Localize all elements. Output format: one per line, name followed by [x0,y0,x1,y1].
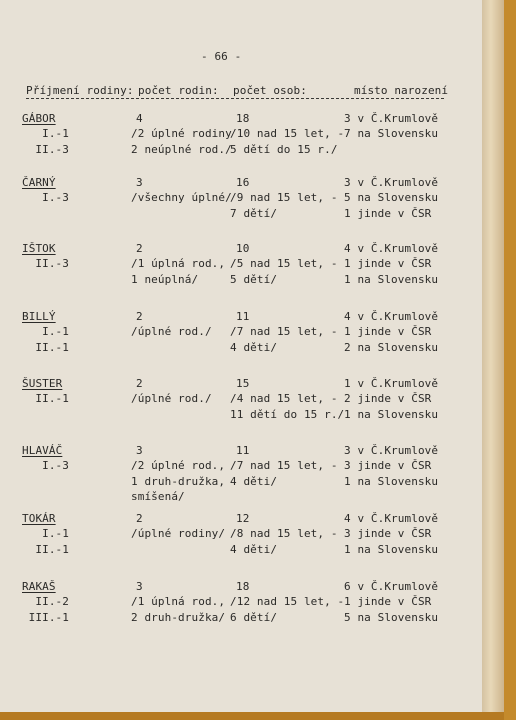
persons-count-line: 4 děti/ [230,475,278,488]
book-cover-edge [504,0,516,720]
birthplace-line: 2 jinde v ČSR [344,392,432,405]
families-count-line: /2 úplné rod., [131,459,226,472]
persons-count-line: /5 nad 15 let, - [230,257,338,270]
family-code: II.-1 [35,392,69,405]
birthplace-line: 1 v Č.Krumlově [344,377,439,390]
persons-count-line: 12 [236,512,250,525]
families-count-line: /1 úplná rod., [131,595,226,608]
persons-count-line: 11 [236,310,250,323]
persons-count-line: /10 nad 15 let, - [230,127,345,140]
birthplace-line: 1 na Slovensku [344,273,439,286]
persons-count-line: 15 [236,377,250,390]
birthplace-line: 7 na Slovensku [344,127,439,140]
header-families: počet rodin: [138,84,219,97]
birthplace-line: 6 v Č.Krumlově [344,580,439,593]
persons-count-line: 11 [236,444,250,457]
birthplace-line: 3 v Č.Krumlově [344,112,439,125]
persons-count-line: /7 nad 15 let, - [230,325,338,338]
birthplace-line: 3 jinde v ČSR [344,527,432,540]
persons-count-line: /8 nad 15 let, - [230,527,338,540]
persons-count-line: 16 [236,176,250,189]
book-spine [482,0,504,712]
family-surname: ŠUSTER [22,377,63,390]
persons-count-line: /7 nad 15 let, - [230,459,338,472]
families-count-line: 4 [136,112,143,125]
persons-count-line: 11 dětí do 15 r./ [230,408,345,421]
families-count-line: 2 neúplné rod./ [131,143,232,156]
birthplace-line: 5 na Slovensku [344,191,439,204]
families-count-line: 2 [136,512,143,525]
families-count-line: /úplné rod./ [131,325,212,338]
family-code: II.-3 [35,143,69,156]
families-count-line: 2 [136,377,143,390]
families-count-line: 1 neúplná/ [131,273,199,286]
family-surname: BILLÝ [22,310,56,323]
page-number: - 66 - [201,50,242,63]
families-count-line: /2 úplné rodiny [131,127,232,140]
family-code: II.-1 [35,543,69,556]
birthplace-line: 1 jinde v ČSR [344,325,432,338]
family-code: I.-3 [42,459,69,472]
birthplace-line: 1 na Slovensku [344,408,439,421]
family-code: I.-1 [42,527,69,540]
families-count-line: 3 [136,444,143,457]
header-divider [26,98,444,99]
family-code: II.-3 [35,257,69,270]
family-code: III.-1 [28,611,69,624]
birthplace-line: 2 na Slovensku [344,341,439,354]
persons-count-line: 4 děti/ [230,543,278,556]
families-count-line: /úplné rodiny/ [131,527,226,540]
birthplace-line: 1 jinde v ČSR [344,257,432,270]
families-count-line: 2 [136,242,143,255]
families-count-line: 3 [136,580,143,593]
family-code: II.-2 [35,595,69,608]
birthplace-line: 1 jinde v ČSR [344,595,432,608]
birthplace-line: 4 v Č.Krumlově [344,512,439,525]
persons-count-line: 18 [236,112,250,125]
families-count-line: smíšená/ [131,490,185,503]
families-count-line: 3 [136,176,143,189]
persons-count-line: 5 dětí do 15 r./ [230,143,338,156]
family-code: I.-3 [42,191,69,204]
persons-count-line: /9 nad 15 let, - [230,191,338,204]
families-count-line: /všechny úplné/ [131,191,232,204]
family-code: I.-1 [42,127,69,140]
families-count-line: 1 druh-družka, [131,475,226,488]
family-code: II.-1 [35,341,69,354]
persons-count-line: 6 dětí/ [230,611,278,624]
persons-count-line: 5 dětí/ [230,273,278,286]
birthplace-line: 3 v Č.Krumlově [344,444,439,457]
header-persons: počet osob: [233,84,307,97]
persons-count-line: /4 nad 15 let, - [230,392,338,405]
persons-count-line: /12 nad 15 let, - [230,595,345,608]
birthplace-line: 4 v Č.Krumlově [344,242,439,255]
persons-count-line: 4 děti/ [230,341,278,354]
family-surname: RAKAŠ [22,580,56,593]
birthplace-line: 1 na Slovensku [344,543,439,556]
family-code: I.-1 [42,325,69,338]
families-count-line: 2 druh-družka/ [131,611,226,624]
birthplace-line: 3 v Č.Krumlově [344,176,439,189]
family-surname: IŠTOK [22,242,56,255]
birthplace-line: 1 jinde v ČSR [344,207,432,220]
persons-count-line: 10 [236,242,250,255]
family-surname: GÁBOR [22,112,56,125]
book-bottom-edge [0,712,504,720]
persons-count-line: 7 dětí/ [230,207,278,220]
families-count-line: /úplné rod./ [131,392,212,405]
family-surname: HLAVÁČ [22,444,63,457]
families-count-line: 2 [136,310,143,323]
birthplace-line: 1 na Slovensku [344,475,439,488]
birthplace-line: 3 jinde v ČSR [344,459,432,472]
family-surname: TOKÁR [22,512,56,525]
birthplace-line: 5 na Slovensku [344,611,439,624]
header-birthplace: místo narození [354,84,449,97]
header-surname: Příjmení rodiny: [26,84,134,97]
persons-count-line: 18 [236,580,250,593]
families-count-line: /1 úplná rod., [131,257,226,270]
family-surname: ČARNÝ [22,176,56,189]
birthplace-line: 4 v Č.Krumlově [344,310,439,323]
